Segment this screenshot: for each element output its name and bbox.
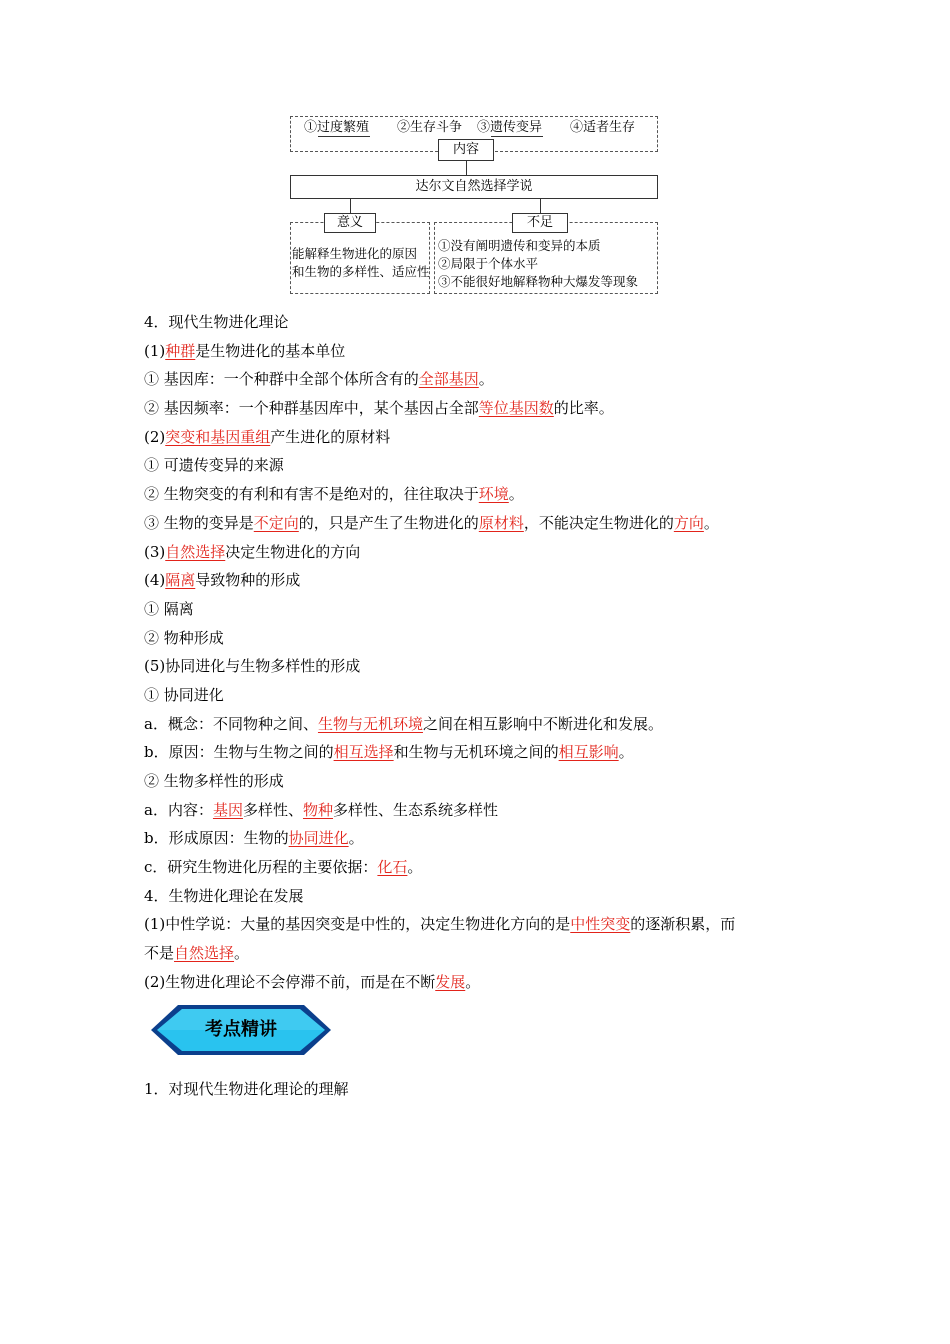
line-text: 的，只是产生了生物进化的 [298, 513, 479, 532]
text-line [144, 681, 816, 710]
line-text: c．研究生物进化历程的主要依据： [144, 858, 378, 877]
answer-text: 等位基因数 [478, 399, 554, 418]
line-text: 4．生物进化理论在发展 [144, 886, 304, 905]
connector-top [466, 161, 467, 175]
line-text: 。 [407, 858, 423, 877]
content-label: 内容 [452, 142, 479, 157]
text-line [144, 394, 816, 423]
text-line [144, 595, 816, 624]
after-line: 1．对现代生物进化理论的理解 [144, 1080, 349, 1098]
answer-text: 化石 [377, 858, 408, 877]
meaning-label-box [324, 213, 376, 233]
text-line [144, 767, 816, 796]
answer-text: 协同进化 [288, 829, 349, 848]
line-text: (4) [144, 571, 166, 590]
line-text: a．内容： [144, 800, 213, 819]
line-text: 和生物与无机环境之间的 [393, 743, 559, 762]
line-text: 的比率。 [553, 399, 614, 418]
line-text: ① 可遗传变异的来源 [144, 456, 284, 475]
answer-text: 全部基因 [418, 370, 479, 389]
text-line [144, 710, 816, 739]
line-text: ② 生物突变的有利和有害不是绝对的，往往取决于 [144, 485, 479, 504]
line-text: 。 [465, 972, 481, 991]
answer-text: 物种 [302, 800, 333, 819]
line-text: 是生物进化的基本单位 [195, 341, 346, 360]
connector-right [540, 199, 541, 213]
line-text: ② 基因频率：一个种群基因库中，某个基因占全部 [144, 399, 479, 418]
answer-text: 发展 [435, 972, 466, 991]
meaning-label: 意义 [336, 215, 363, 230]
line-text: 。 [478, 370, 494, 389]
answer-text: 方向 [673, 513, 704, 532]
center-box [290, 175, 658, 199]
line-text: 之间在相互影响中不断进化和发展。 [422, 714, 663, 733]
text-line [144, 538, 816, 567]
line-text: ① 协同进化 [144, 685, 224, 704]
text-line [144, 423, 816, 452]
text-line [144, 480, 816, 509]
text-line [144, 910, 816, 939]
shortage-label-box [512, 213, 568, 233]
line-text: (1)中性学说：大量的基因突变是中性的，决定生物进化方向的是 [144, 915, 571, 934]
text-line [144, 308, 816, 337]
underline-3 [491, 136, 543, 137]
text-body [144, 308, 816, 997]
line-text: (3) [144, 542, 166, 561]
line-text: 4．现代生物进化理论 [144, 313, 289, 331]
line-text: 多样性、生态系统多样性 [333, 800, 499, 819]
line-text: 决定生物进化的方向 [225, 542, 361, 561]
answer-text: 自然选择 [174, 944, 235, 963]
answer-text: 环境 [478, 485, 509, 504]
line-text: 。 [703, 513, 719, 532]
line-text: (5)协同进化与生物多样性的形成 [144, 657, 361, 676]
item-3: ③遗传变异 [477, 120, 543, 135]
content-label-box [438, 139, 494, 161]
line-text: 不是 [144, 944, 175, 963]
line-text: ① 隔离 [144, 599, 194, 618]
text-line [144, 365, 816, 394]
connector-left [350, 199, 351, 213]
line-text: 。 [234, 944, 250, 963]
line-text: b．原因：生物与生物之间的 [144, 743, 334, 762]
answer-text: 相互选择 [333, 743, 394, 762]
banner-label: 考点精讲 [205, 1019, 277, 1040]
text-line [144, 509, 816, 538]
meaning-line-2: 和生物的多样性、适应性 [292, 264, 430, 279]
line-text: 。 [618, 743, 634, 762]
line-text: (1) [144, 341, 166, 360]
shortage-line-2: ②局限于个体水平 [438, 256, 539, 271]
darwin-diagram [288, 114, 660, 296]
answer-text: 基因 [212, 800, 243, 819]
item-1: ①过度繁殖 [304, 120, 370, 135]
text-line [144, 451, 816, 480]
center-label: 达尔文自然选择学说 [415, 179, 533, 194]
line-text: ② 物种形成 [144, 628, 224, 647]
text-line [144, 337, 816, 366]
answer-text: 相互影响 [558, 743, 619, 762]
line-text: ，不能决定生物进化的 [523, 513, 674, 532]
line-text: a．概念：不同物种之间、 [144, 714, 318, 733]
text-line [144, 968, 816, 997]
text-line [144, 738, 816, 767]
line-text: 。 [348, 829, 364, 848]
underline-1 [318, 136, 370, 137]
line-text: b．形成原因：生物的 [144, 829, 289, 848]
answer-text: 原材料 [478, 513, 524, 532]
shortage-line-1: ①没有阐明遗传和变异的本质 [438, 238, 601, 253]
line-text: 导致物种的形成 [195, 571, 301, 590]
text-line [144, 796, 816, 825]
line-text: 产生进化的原材料 [270, 427, 391, 446]
line-text: 多样性、 [242, 800, 303, 819]
item-4: ④适者生存 [570, 120, 636, 135]
line-text: (2)生物进化理论不会停滞不前，而是在不断 [144, 972, 436, 991]
answer-text: 生物与无机环境 [317, 714, 423, 733]
line-text: 的逐渐积累，而 [630, 915, 736, 934]
shortage-label: 不足 [526, 215, 553, 230]
answer-text: 自然选择 [165, 542, 226, 561]
text-line [144, 624, 816, 653]
answer-text: 突变和基因重组 [165, 427, 271, 446]
text-line [144, 566, 816, 595]
meaning-line-1: 能解释生物进化的原因 [292, 246, 418, 261]
line-text: (2) [144, 427, 166, 446]
line-text: ① 基因库：一个种群中全部个体所含有的 [144, 370, 419, 389]
text-line [144, 882, 816, 911]
answer-text: 中性突变 [570, 915, 631, 934]
answer-text: 隔离 [165, 571, 196, 590]
section-banner [148, 1002, 334, 1058]
answer-text: 不定向 [253, 513, 299, 532]
answer-text: 种群 [165, 341, 196, 360]
shortage-line-3: ③不能很好地解释物种大爆发等现象 [438, 274, 639, 289]
text-line [144, 824, 816, 853]
item-2: ②生存斗争 [397, 120, 463, 135]
text-line [144, 652, 816, 681]
text-line [144, 939, 816, 968]
line-text: ② 生物多样性的形成 [144, 772, 284, 790]
line-text: 。 [508, 485, 524, 504]
line-text: ③ 生物的变异是 [144, 513, 254, 532]
text-line [144, 853, 816, 882]
